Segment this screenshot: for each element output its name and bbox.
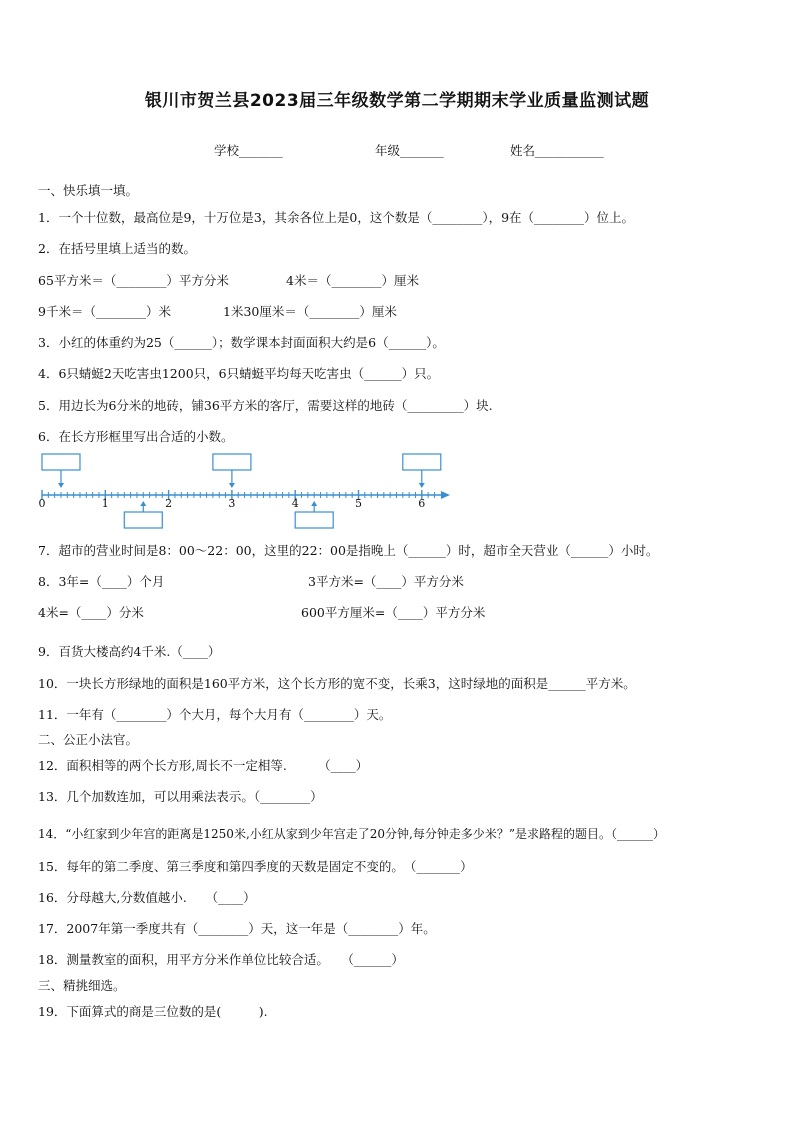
- question-8c: 4米=（____）分米: [38, 605, 144, 620]
- question-15: 15．每年的第二季度、第三季度和第四季度的天数是固定不变的。 （_______）: [38, 859, 473, 874]
- name-field: 姓名___________: [510, 143, 604, 158]
- section-1-heading: 一、快乐填一填。: [38, 183, 139, 198]
- question-14: 14．“小红家到少年宫的距离是1250米,小红从家到少年宫走了20分钟,每分钟走多少米？”是求路程的题目。（______）: [38, 827, 665, 841]
- question-4: 4．6只蜻蜓2天吃害虫1200只，6只蜻蜓平均每天吃害虫（______）只。: [38, 366, 440, 381]
- question-2c: 9千米＝（________）米: [38, 304, 171, 319]
- tick-label-6: 6: [418, 497, 426, 510]
- answer-arrow-top-1: [58, 483, 64, 488]
- question-10: 10．一块长方形绿地的面积是160平方米，这个长方形的宽不变，长乘3，这时绿地的面积是______平方米。: [38, 676, 636, 691]
- answer-arrow-bottom-1: [140, 501, 146, 506]
- tick-label-1: 1: [101, 497, 109, 510]
- answer-box-top-1: [42, 454, 80, 470]
- question-2a: 65平方米＝（________）平方分米: [38, 273, 229, 288]
- question-1: 1．一个十位数，最高位是9，十万位是3，其余各位上是0，这个数是（________），9在（________）位上。: [38, 210, 635, 225]
- question-2b: 4米＝（________）厘米: [286, 273, 419, 288]
- answer-box-top-3: [403, 454, 441, 470]
- tick-label-0: 0: [38, 497, 46, 510]
- grade-field: 年级_______: [375, 143, 444, 158]
- page-title: 银川市贺兰县2023届三年级数学第二学期期末学业质量监测试题: [144, 91, 650, 111]
- question-19: 19．下面算式的商是三位数的是( ).: [38, 1004, 268, 1019]
- section-3-heading: 三、精挑细选。: [38, 978, 126, 993]
- question-2d: 1米30厘米＝（________）厘米: [223, 304, 397, 319]
- answer-arrow-top-2: [229, 483, 235, 488]
- question-2: 2．在括号里填上适当的数。: [38, 241, 196, 256]
- question-16: 16．分母越大,分数值越小. （____）: [38, 890, 256, 905]
- answer-box-bottom-1: [124, 512, 162, 528]
- question-8a: 8．3年=（____）个月: [38, 574, 165, 589]
- number-line-figure: [30, 450, 460, 532]
- question-17: 17．2007年第一季度共有（________）天，这一年是（________）年。: [38, 921, 436, 936]
- school-field: 学校_______: [214, 143, 283, 158]
- tick-label-4: 4: [291, 497, 299, 510]
- question-8d: 600平方厘米=（____）平方分米: [301, 605, 486, 620]
- tick-label-3: 3: [228, 497, 236, 510]
- answer-box-bottom-2: [295, 512, 333, 528]
- question-3: 3．小红的体重约为25（______）；数学课本封面面积大约是6（______）。: [38, 335, 445, 350]
- question-11: 11．一年有（________）个大月，每个大月有（________）天。: [38, 707, 392, 722]
- question-5: 5．用边长为6分米的地砖，铺36平方米的客厅，需要这样的地砖（_________）块.: [38, 398, 493, 413]
- question-12: 12．面积相等的两个长方形,周长不一定相等. （____）: [38, 758, 369, 773]
- number-line-arrowhead: [441, 491, 450, 499]
- question-9: 9．百货大楼高约4千米.（____）: [38, 644, 221, 659]
- question-8b: 3平方米=（____）平方分米: [308, 574, 464, 589]
- question-13: 13．几个加数连加，可以用乘法表示。（________）: [38, 789, 323, 804]
- answer-arrow-bottom-2: [311, 501, 317, 506]
- question-6: 6．在长方形框里写出合适的小数。: [38, 429, 234, 444]
- answer-arrow-top-3: [419, 483, 425, 488]
- tick-label-5: 5: [355, 497, 362, 510]
- tick-label-2: 2: [165, 497, 173, 510]
- question-7: 7．超市的营业时间是8：00～22：00，这里的22：00是指晚上（______）时，超市全天营业（______）小时。: [38, 543, 659, 558]
- question-18: 18．测量教室的面积，用平方分米作单位比较合适。 （______）: [38, 952, 404, 967]
- section-2-heading: 二、公正小法官。: [38, 732, 139, 747]
- answer-box-top-2: [213, 454, 251, 470]
